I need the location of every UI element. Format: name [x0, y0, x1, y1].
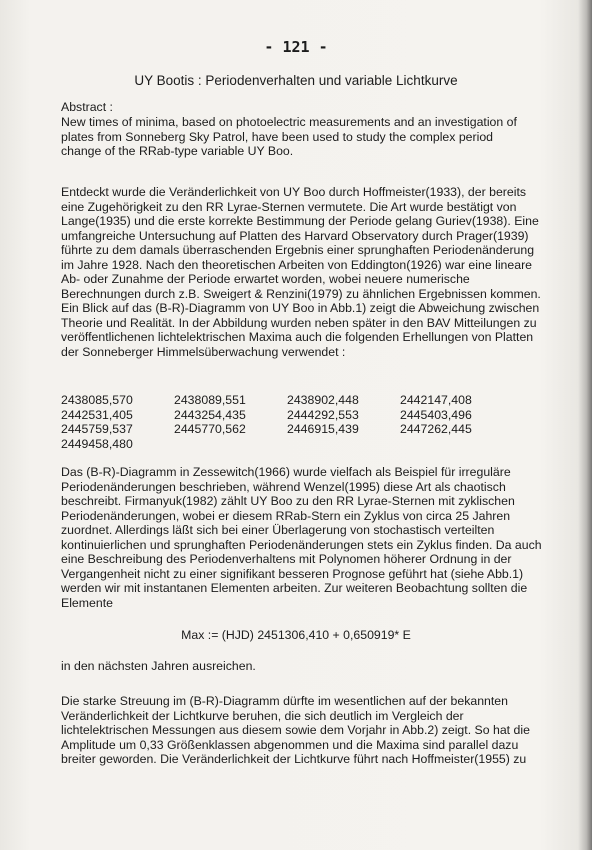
paragraph-3: Die starke Streuung im (B-R)-Diagramm dürfte im wesentlichen auf der bekannten Veränderlichkeit der Lichtkurve beruhen, die sich deutlich im Vergleich der lichtelektrischen Messungen aus diesem sowie dem Vorjahr in Abb.2) zeigt. So hat die Amplitude um 0,33 Größenklassen abgenommen und die Maxima sind parallel dazu breiter geworden. Die Veränderlichkeit der Lichtkurve führt nach Hoffmeister(1955) zu [61, 694, 530, 766]
jd-value: 2449458,480 [61, 436, 133, 451]
jd-value: 2445759,537 [61, 422, 133, 436]
jd-value: 2445403,496 [400, 407, 472, 422]
jd-value: 2443254,435 [174, 407, 246, 422]
jd-value: 2442147,408 [400, 393, 472, 407]
paragraph-1: Entdeckt wurde die Veränderlichkeit von UY Boo durch Hoffmeister(1933), der bereits eine Zugehörigkeit zu den RR Lyrae-Sternen vermutete. Die Art wurde bestätigt von Lange(1935) und die erste korrekte Bestimmung der Periode gelang Guriev(1938). Eine umfangreiche Untersuchung auf Platten des Harvard Observatory durch Prager(1939) führte zu dem damals überraschenden Ergebnis einer sprunghaften Periodenänderung im Jahre 1928. Nach den theoretischen Arbeiten von Eddington(1926) war eine lineare Ab- oder Zunahme der Periode erwartet worden, wobei neuere numerische Berechnungen durch z.B. Sweigert & Renzini(1979) zu ähnlichen Ergebnissen kommen. Ein Blick auf das (B-R)-Diagramm von UY Boo in Abb.1) zeigt die Abweichung zwischen Theorie und Realität. In der Abbildung wurden neben später in den BAV Mitteilungen zu veröffentlichenen lichtelektrischen Maxima auch die folgenden Erhellungen von Platten der Sonneberger Himmelsüberwachung verwendet : [61, 185, 541, 359]
jd-value: 2438902,448 [287, 393, 359, 407]
jd-value: 2446915,439 [287, 422, 359, 436]
jd-value-table [61, 393, 531, 451]
ephemeris-formula: Max := (HJD) 2451306,410 + 0,650919* E [181, 628, 411, 642]
page-edge-shadow [578, 0, 592, 850]
jd-value: 2438089,551 [174, 393, 246, 407]
abstract-label: Abstract : [61, 100, 113, 114]
jd-value: 2444292,553 [287, 407, 359, 422]
jd-value: 2442531,405 [61, 407, 133, 422]
page-title: UY Bootis : Periodenverhalten und variable Lichtkurve [134, 73, 458, 88]
abstract-text: New times of minima, based on photoelectric measurements and an investigation of plates from Sonneberg Sky Patrol, have been used to study the complex period change of the RRab-type variable UY Boo. [61, 115, 517, 158]
formula-continuation: in den nächsten Jahren ausreichen. [61, 659, 256, 673]
paragraph-2: Das (B-R)-Diagramm in Zessewitch(1966) wurde vielfach als Beispiel für irreguläre Periodenänderungen beschrieben, während Wenzel(1995) diese Art als chaotisch beschreibt. Firmanyuk(1982) zählt UY Boo zu den RR Lyrae-Sternen mit zyklischen Periodenänderungen, wobei er diesem RRab-Stern ein Zyklus von circa 25 Jahren zuordnet. Allerdings läßt sich bei einer Überlagerung von stochastisch verteilten kontinuierlichen und sprunghaften Periodenänderungen stets ein Zyklus finden. Da auch eine Beschreibung des Periodenverhaltens mit Polynomen höherer Ordnung in der Vergangenheit nicht zu einer signifikant besseren Prognose geführt hat (siehe Abb.1) werden wir mit instantanen Elementen arbeiten. Zur weiteren Beobachtung sollten die Elemente [61, 465, 542, 610]
jd-value: 2445770,562 [174, 422, 246, 436]
page-number: - 121 - [264, 38, 328, 56]
jd-value: 2447262,445 [400, 422, 472, 436]
jd-value: 2438085,570 [61, 393, 133, 407]
